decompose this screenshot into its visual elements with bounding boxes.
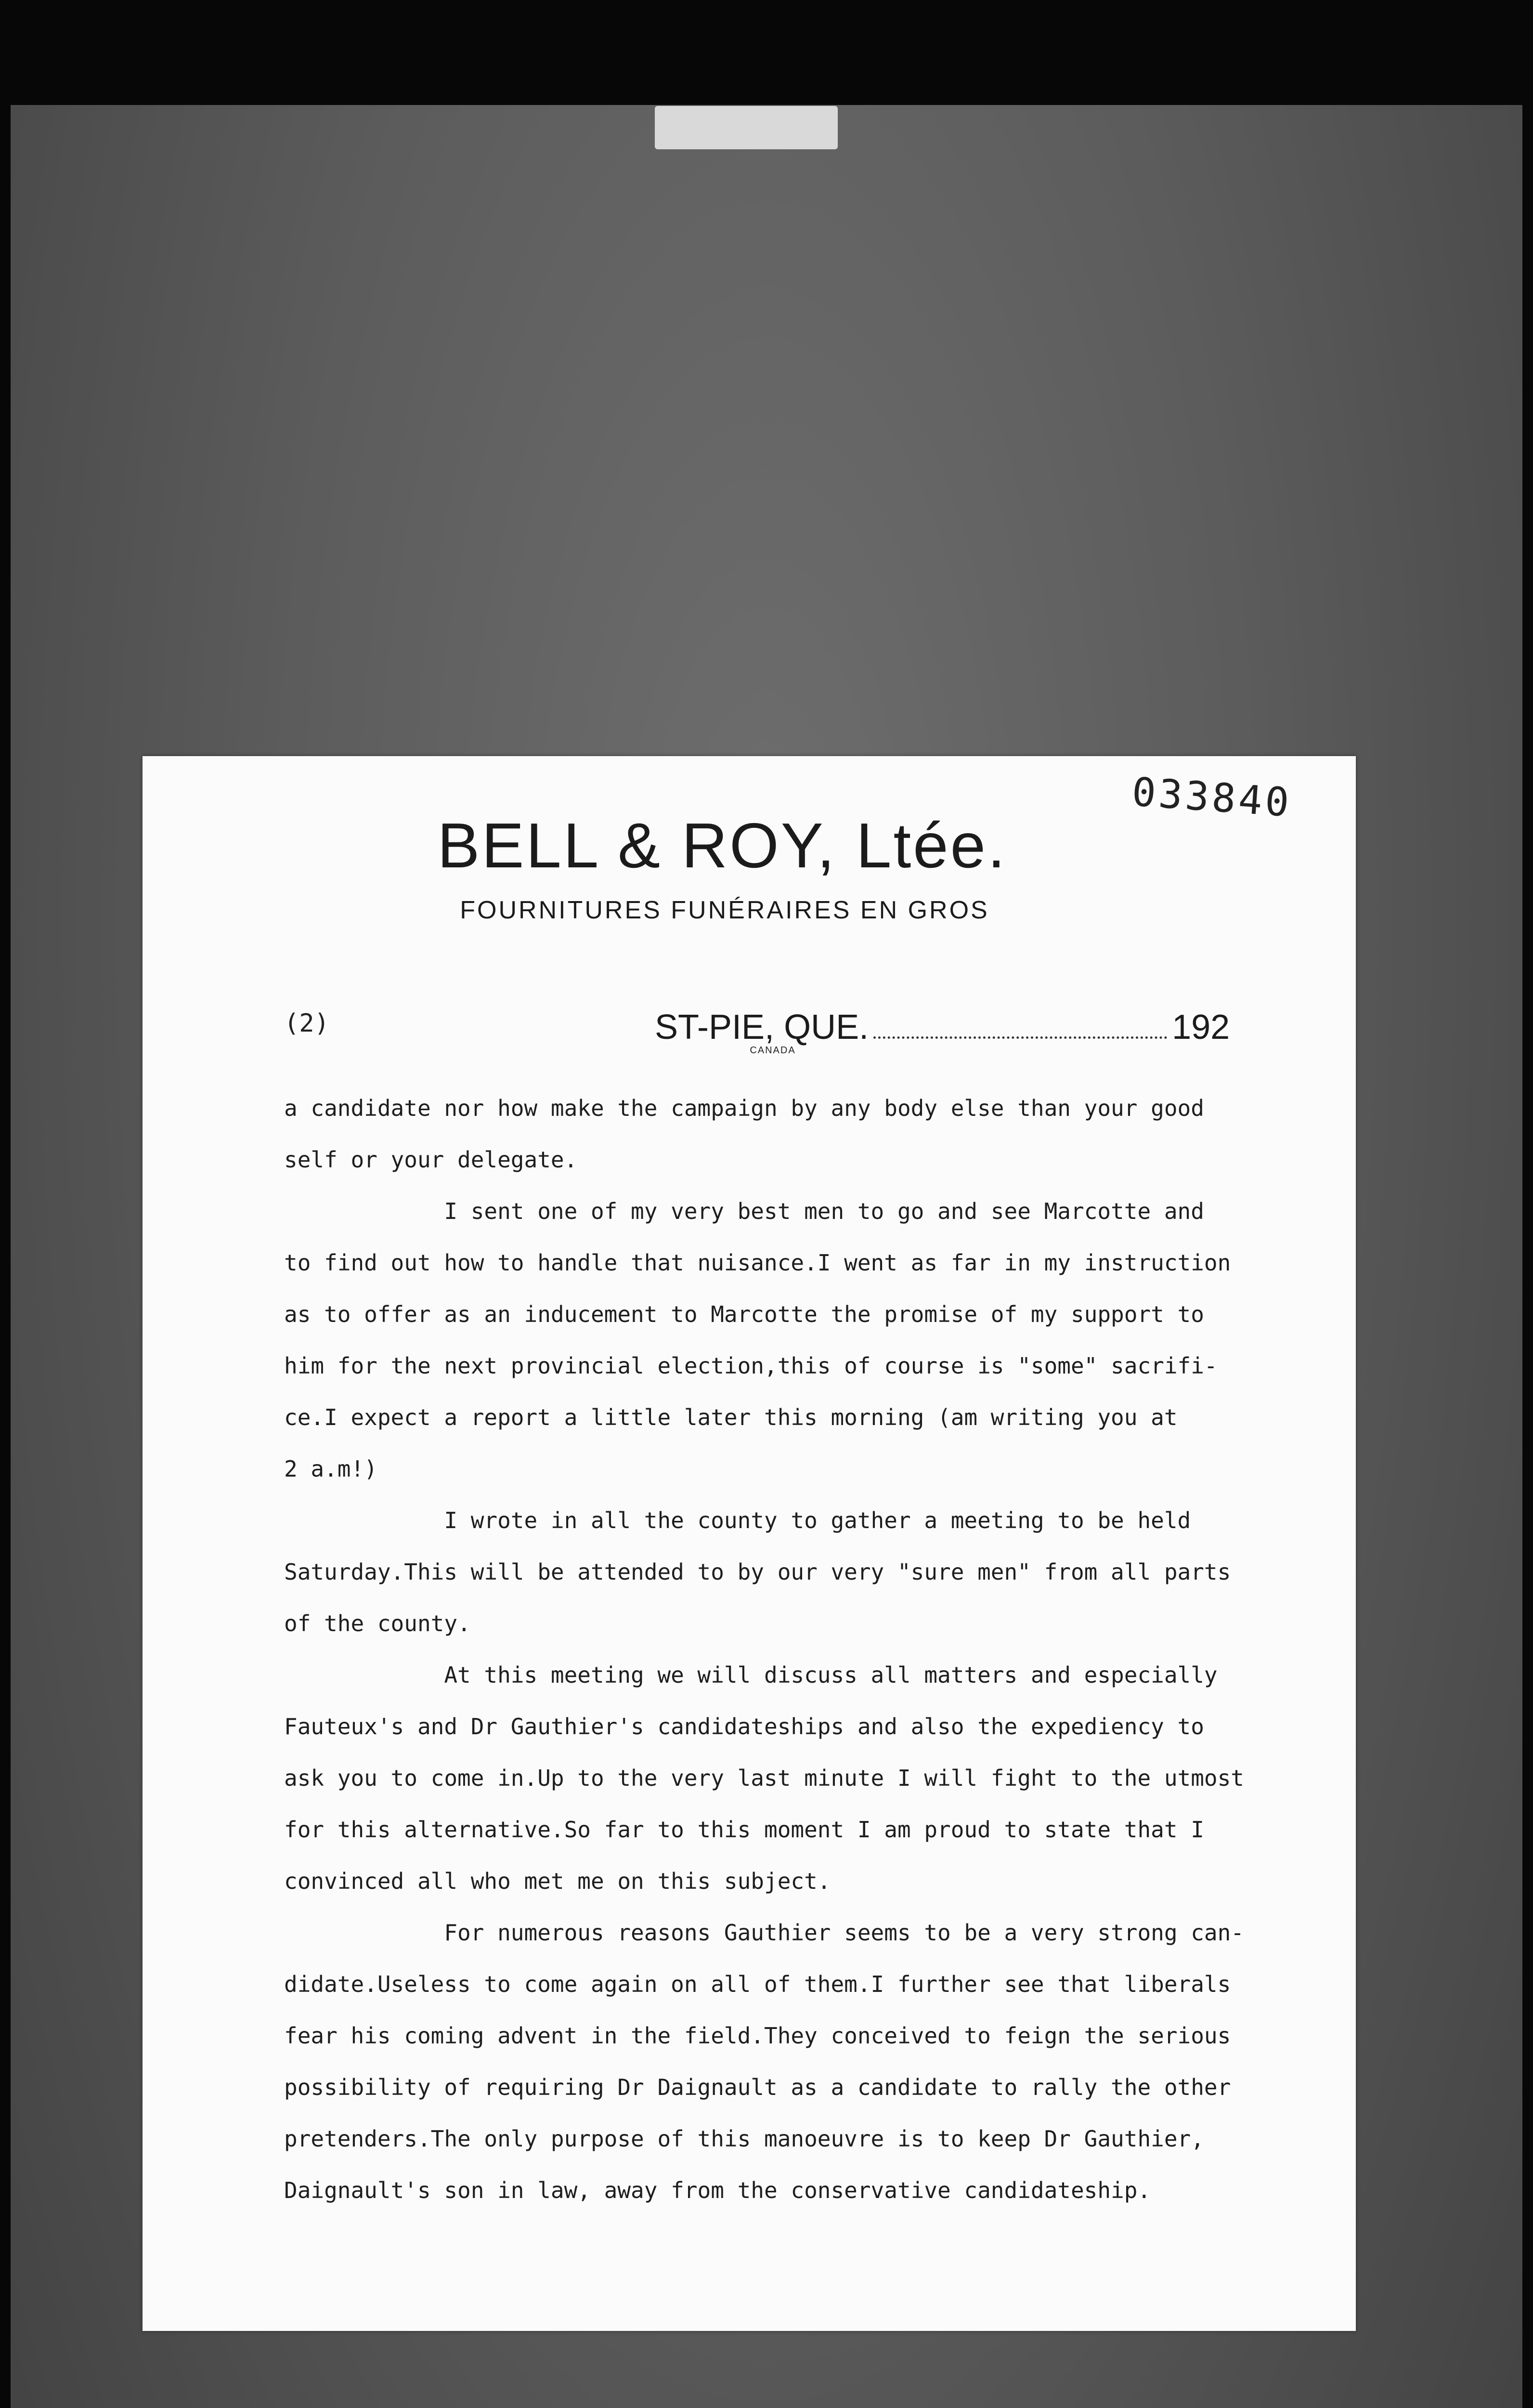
body-line: Daignault's son in law, away from the conservative candidateship. xyxy=(284,2177,1151,2203)
body-line: At this meeting we will discuss all matters and especially xyxy=(284,1662,1218,1688)
body-line: a candidate nor how make the campaign by any body else than your good xyxy=(284,1095,1204,1121)
body-line: possibility of requiring Dr Daignault as a candidate to rally the other xyxy=(284,2074,1231,2100)
page-number: (2) xyxy=(284,1009,329,1038)
body-line: ask you to come in.Up to the very last minute I will fight to the utmost xyxy=(284,1765,1244,1791)
body-line: of the county. xyxy=(284,1610,471,1636)
company-tagline: FOURNITURES FUNÉRAIRES EN GROS xyxy=(460,896,989,924)
body-line: Fauteux's and Dr Gauthier's candidateships and also the expediency to xyxy=(284,1714,1204,1740)
body-line: For numerous reasons Gauthier seems to be a very strong can- xyxy=(284,1920,1244,1946)
body-line: I wrote in all the county to gather a meeting to be held xyxy=(284,1507,1191,1533)
body-line: didate.Useless to come again on all of them.I further see that liberals xyxy=(284,1971,1231,1997)
place-date-line xyxy=(655,1008,1290,1046)
country-label: CANADA xyxy=(750,1045,796,1056)
letter-body xyxy=(284,1083,1334,2216)
body-line: I sent one of my very best men to go and see Marcotte and xyxy=(284,1198,1204,1224)
year-prefix: 192 xyxy=(1172,1008,1230,1047)
body-line: him for the next provincial election,this of course is "some" sacrifi- xyxy=(284,1353,1218,1379)
company-name: BELL & ROY, Ltée. xyxy=(437,810,1007,881)
date-blank xyxy=(873,1036,1167,1039)
body-line: to find out how to handle that nuisance.I went as far in my instruction xyxy=(284,1250,1231,1276)
place-name: ST-PIE, QUE. xyxy=(655,1008,869,1047)
document-number: 033840 xyxy=(1130,769,1294,826)
body-line: ce.I expect a report a little later this morning (am writing you at xyxy=(284,1404,1178,1430)
body-line: self or your delegate. xyxy=(284,1147,578,1173)
body-line: 2 a.m!) xyxy=(284,1456,377,1482)
body-line: Saturday.This will be attended to by our very "sure men" from all parts xyxy=(284,1559,1231,1585)
body-line: fear his coming advent in the field.They conceived to feign the serious xyxy=(284,2023,1231,2049)
body-line: for this alternative.So far to this moment I am proud to state that I xyxy=(284,1817,1204,1843)
top-tape xyxy=(655,106,838,149)
body-line: pretenders.The only purpose of this manoeuvre is to keep Dr Gauthier, xyxy=(284,2126,1204,2152)
body-line: as to offer as an inducement to Marcotte the promise of my support to xyxy=(284,1301,1204,1327)
body-line: convinced all who met me on this subject. xyxy=(284,1868,831,1894)
